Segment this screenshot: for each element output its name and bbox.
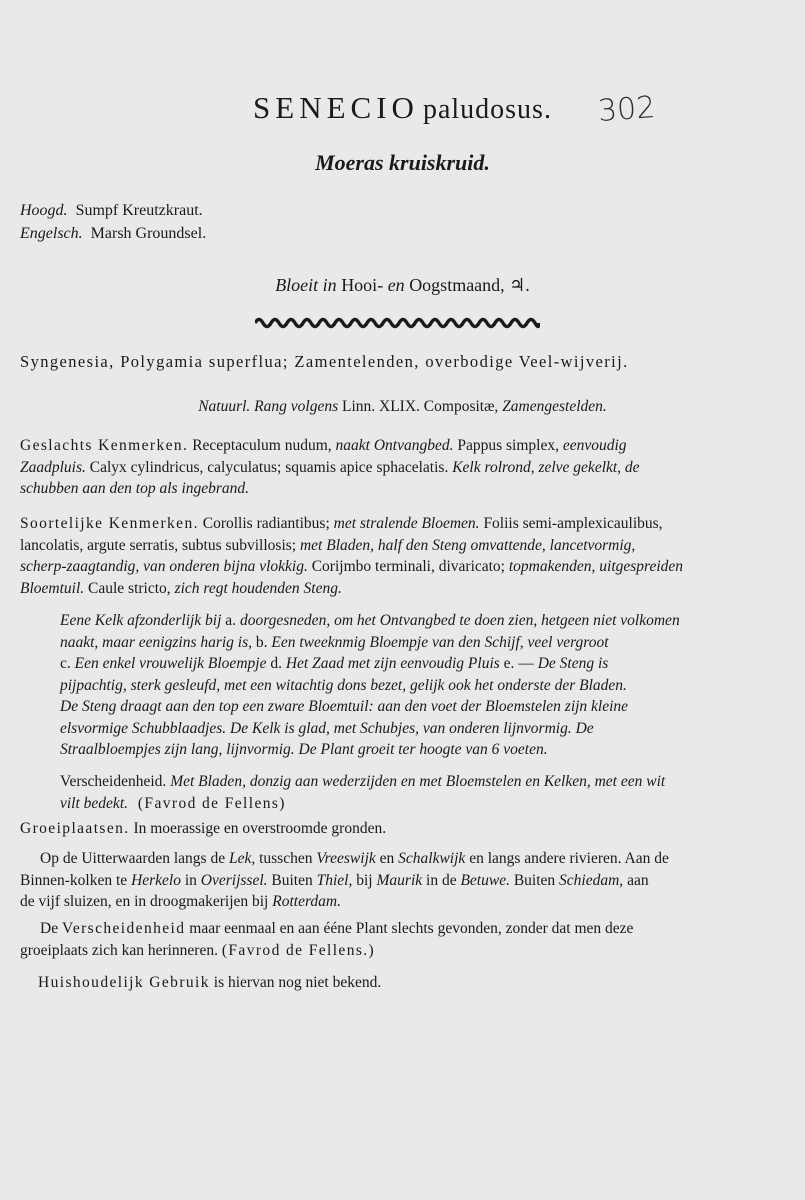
genus-characters-line-3 <box>20 478 785 500</box>
variety-line-2 <box>60 793 785 815</box>
dutch-text: Met Bladen, donzig aan wederzijden en met Bloemstelen en Kelken, met een wit <box>170 773 666 790</box>
dutch-text: Zaadpluis. <box>20 458 86 476</box>
vernacular-text: Sumpf Kreutzkraut. <box>75 202 203 219</box>
species-characters-paragraph <box>20 513 785 599</box>
latin-text: lancolatis, argute serratis, subtus subvillosis; <box>20 536 297 554</box>
dutch-text: Een enkel vrouwelijk Bloempje <box>74 655 267 672</box>
place-name: Rotterdam. <box>272 893 341 910</box>
text: De <box>40 920 59 937</box>
dutch-text: Het Zaad met zijn eenvoudig Pluis <box>285 655 500 672</box>
localities-line-3 <box>20 891 785 913</box>
rank-family-dutch: Zamengestelden. <box>502 398 607 415</box>
citation: (Favrod de Fellens) <box>137 794 286 812</box>
place-name: Schalkwijk <box>398 850 466 867</box>
figure-letter: b. <box>255 633 268 651</box>
rank-label: Natuurl. Rang volgens <box>198 398 339 415</box>
vernacular-name-german <box>20 202 203 220</box>
place-name: Vreeswijk <box>316 850 376 867</box>
dutch-text: eenvoudig <box>562 437 627 454</box>
text: en <box>379 850 395 867</box>
text: Buiten <box>271 871 313 889</box>
genus-characters-line-2 <box>20 457 785 479</box>
place-name: Maurik <box>376 871 423 889</box>
variety-line-1 <box>60 771 785 793</box>
dutch-text: pijpachtig, sterk gesleufd, met een witachtig dons bezet, gelijk ook het onderste der Bladen. <box>60 676 627 694</box>
figure-letter: a. <box>225 612 237 629</box>
text: Binnen-kolken te <box>20 871 128 889</box>
variety-paragraph <box>60 771 785 814</box>
description-line-7 <box>60 739 785 761</box>
dutch-text: De Steng is <box>537 655 609 672</box>
genus-characters-line-1 <box>20 435 785 457</box>
text: Buiten <box>513 871 556 889</box>
dutch-text: Een tweeknmig Bloempje van den Schijf, veel vergroot <box>271 633 609 651</box>
place-name: Betuwe. <box>460 871 510 889</box>
dutch-text: Straalbloempjes zijn lang, lijnvormig. De Plant groeit ter hoogte van 6 voeten. <box>60 741 548 758</box>
bloom-period <box>0 275 805 296</box>
latin-text: Corollis radiantibus; <box>202 515 330 532</box>
dutch-text: elsvormige Schubblaadjes. De Kelk is glad, met Schubjes, van onderen lijnvormig. De <box>60 719 594 737</box>
classification-line: Syngenesia, Polygamia superflua; Zamentelenden, overbodige Veel-wijverij. <box>20 352 629 371</box>
bloom-month: Oogstmaand <box>409 275 501 295</box>
dutch-text: met stralende Bloemen. <box>333 515 480 532</box>
dutch-text: zich regt houdenden Steng. <box>174 579 342 597</box>
latin-text: Foliis semi-amplexicaulibus, <box>483 515 663 532</box>
dutch-text: naakt, maar eenigzins harig is, <box>60 633 253 651</box>
text: tusschen <box>259 850 313 867</box>
text: maar eenmaal en aan ééne Plant slechts gevonden, zonder dat men deze <box>189 920 634 937</box>
place-name: Thiel, <box>316 871 353 889</box>
place-name: Lek, <box>228 850 256 867</box>
text: de vijf sluizen, en in droogmakerijen bij <box>20 893 269 910</box>
note-line-2 <box>20 940 785 962</box>
text: bij <box>356 871 373 889</box>
common-name: Moeras kruiskruid. <box>315 150 490 175</box>
vernacular-language: Hoogd. <box>20 202 68 219</box>
place-name: Herkelo <box>131 871 181 889</box>
latin-text: Corijmbo terminali, divaricato; <box>311 558 505 575</box>
section-heading: Geslachts Kenmerken. <box>20 437 189 454</box>
description-line-4 <box>60 675 785 697</box>
species-characters-line-1 <box>20 513 785 535</box>
latin-text: Receptaculum nudum, <box>192 437 332 454</box>
description-line-3 <box>60 653 785 675</box>
localities-paragraph <box>20 848 785 913</box>
genus-characters-paragraph <box>20 435 785 500</box>
species-name: paludosus. <box>422 94 552 125</box>
household-use-line <box>38 974 381 992</box>
handwritten-page-number: 302 <box>596 90 657 129</box>
figure-letter: c. <box>60 655 71 672</box>
note-paragraph <box>20 918 785 961</box>
dutch-text: Kelk rolrond, zelve gekelkt, de <box>452 458 640 476</box>
place-name: Schiedam, <box>559 871 624 889</box>
latin-text: Calyx cylindricus, calyculatus; squamis apice sphacelatis. <box>89 458 449 476</box>
text: in <box>184 871 197 889</box>
figure-letter: e. — <box>503 655 534 672</box>
dutch-text: De Steng draagt aan den top een zware Bloemtuil: aan den voet der Bloemstelen zijn kleine <box>60 698 629 715</box>
variety-label: Verscheidenheid. <box>60 773 167 790</box>
section-heading: Groeiplaatsen. <box>20 820 130 837</box>
dutch-text: met Bladen, half den Steng omvattende, lancetvormig, <box>299 536 636 554</box>
dutch-text: scherp-zaagtandig, van onderen bijna vlokkig. <box>20 558 308 575</box>
dutch-text: vilt bedekt. <box>60 794 128 812</box>
section-heading: Soortelijke Kenmerken. <box>20 515 199 532</box>
variety-term: Verscheidenheid <box>61 920 186 937</box>
species-characters-line-3 <box>20 556 785 578</box>
latin-text: Caule stricto, <box>88 579 171 597</box>
description-line-2 <box>60 632 785 654</box>
latin-text: Pappus simplex, <box>457 437 559 454</box>
localities-line-2 <box>20 870 785 892</box>
bloom-month: Hooi- <box>341 275 384 295</box>
text: Op de Uitterwaarden langs de <box>40 850 226 867</box>
section-heading: Huishoudelijk Gebruik <box>38 974 210 991</box>
description-line-1 <box>60 610 785 632</box>
dutch-text: schubben aan den top als ingebrand. <box>20 480 250 497</box>
decorative-wavy-rule <box>255 316 540 330</box>
species-characters-line-4 <box>20 578 785 600</box>
dutch-text: doorgesneden, om het Ontvangbed te doen zien, hetgeen niet volkomen <box>239 612 680 629</box>
dutch-text: Bloemtuil. <box>20 579 85 597</box>
habitat-line <box>20 820 386 838</box>
rank-family: Compositæ, <box>423 398 499 415</box>
perennial-symbol: , ♃. <box>500 275 530 295</box>
vernacular-text: Marsh Groundsel. <box>90 225 207 242</box>
rank-linnaeus: Linn. XLIX. <box>342 398 420 415</box>
dutch-text: naakt Ontvangbed. <box>335 437 454 454</box>
habitat-text: In moerassige en overstroomde gronden. <box>133 820 387 837</box>
note-line-1 <box>20 918 785 940</box>
bloom-label: Bloeit in <box>275 275 337 295</box>
figure-letter: d. <box>270 655 282 672</box>
place-name: Overijssel. <box>200 871 268 889</box>
description-paragraph <box>60 610 785 761</box>
vernacular-name-english <box>20 225 206 243</box>
natural-rank-line <box>0 398 805 416</box>
localities-line-1 <box>20 848 785 870</box>
text: in de <box>426 871 457 889</box>
page-title <box>0 90 805 126</box>
vernacular-language: Engelsch. <box>20 225 83 242</box>
text: aan <box>627 871 649 889</box>
species-characters-line-2 <box>20 535 785 557</box>
dutch-text: topmakenden, uitgespreiden <box>508 558 684 575</box>
text: groeiplaats zich kan herinneren. <box>20 941 218 959</box>
genus-name: SENECIO <box>253 90 419 125</box>
citation: (Favrod de Fellens.) <box>221 941 376 959</box>
use-text: is hiervan nog niet bekend. <box>213 974 382 991</box>
bloom-conjunction: en <box>387 275 405 295</box>
text: en langs andere rivieren. Aan de <box>469 850 669 867</box>
description-line-6 <box>60 718 785 740</box>
description-line-5 <box>60 696 785 718</box>
dutch-text: Eene Kelk afzonderlijk bij <box>60 612 222 629</box>
